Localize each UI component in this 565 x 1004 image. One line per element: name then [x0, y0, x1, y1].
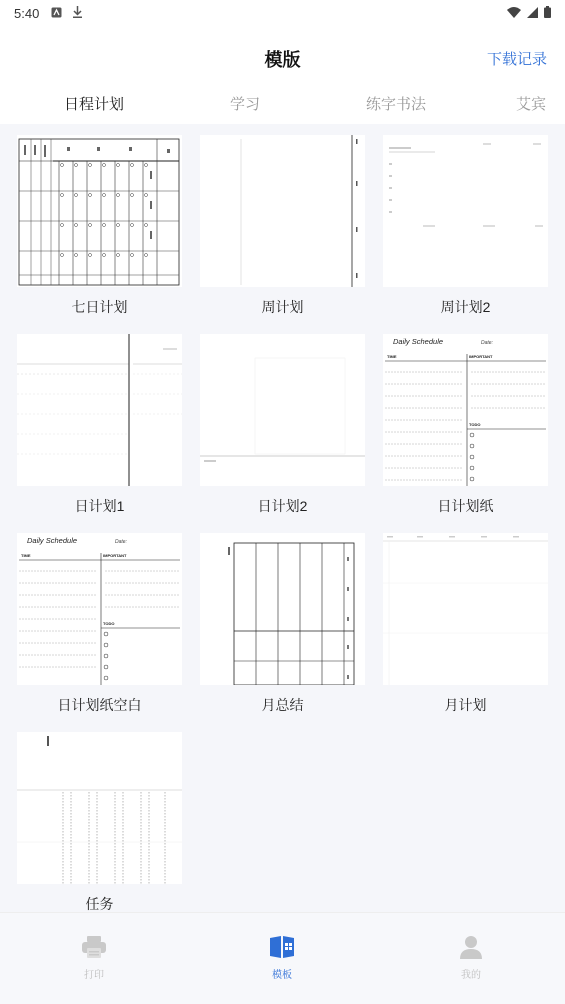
page-title: 模版	[264, 50, 301, 70]
template-card-task[interactable]	[17, 732, 182, 912]
bottom-navigation	[0, 912, 565, 1004]
template-card-monthly-summary[interactable]	[200, 533, 365, 715]
template-card-daily-1[interactable]	[17, 334, 182, 516]
template-card-monthly-plan[interactable]	[383, 533, 548, 715]
template-card-daily-paper[interactable]	[383, 334, 548, 516]
template-thumbnail	[383, 135, 548, 287]
svg-text:Date:: Date:	[481, 340, 493, 346]
tab-ebbinghaus[interactable]: 艾宾	[516, 96, 547, 113]
signal-icon	[527, 6, 538, 21]
template-name: 月总结	[261, 697, 304, 713]
template-thumbnail	[383, 334, 548, 486]
template-card-daily-2[interactable]	[200, 334, 365, 516]
tab-schedule-plan[interactable]: 日程计划	[64, 96, 125, 113]
status-time: 5:40	[14, 5, 40, 21]
template-card-weekly[interactable]	[200, 135, 365, 317]
template-card-daily-paper-blank[interactable]	[17, 533, 182, 715]
nav-label: 我的	[461, 970, 481, 981]
template-thumbnail	[383, 533, 548, 685]
category-tabs	[0, 88, 565, 118]
download-history-button[interactable]: 下载记录	[486, 51, 547, 68]
nav-label: 模板	[272, 970, 292, 981]
template-grid	[0, 124, 565, 912]
nav-template[interactable]	[252, 935, 312, 981]
nav-label: 打印	[84, 970, 104, 981]
template-thumbnail	[200, 334, 365, 486]
template-book-icon	[252, 935, 312, 964]
header	[0, 40, 565, 76]
nav-mine[interactable]	[441, 935, 501, 981]
svg-text:Date:: Date:	[115, 539, 127, 545]
tab-study[interactable]: 学习	[230, 96, 261, 113]
template-name: 周计划	[261, 299, 304, 315]
template-thumbnail	[17, 334, 182, 486]
template-thumbnail	[200, 135, 365, 287]
template-name: 日计划纸空白	[57, 697, 142, 713]
template-name: 任务	[85, 896, 114, 912]
battery-icon	[544, 6, 551, 21]
template-name: 日计划纸	[437, 498, 494, 514]
template-name: 日计划2	[257, 498, 308, 514]
nav-print[interactable]	[64, 935, 124, 981]
svg-text:TIME: TIME	[387, 354, 397, 359]
template-card-weekly-2[interactable]	[383, 135, 548, 317]
user-icon	[441, 935, 501, 964]
svg-text:Daily Schedule: Daily Schedule	[27, 536, 78, 545]
app-notification-icon	[51, 6, 62, 21]
svg-text:TIME: TIME	[21, 553, 31, 558]
tab-calligraphy[interactable]: 练字书法	[366, 96, 427, 113]
download-icon	[72, 6, 83, 21]
svg-text:IMPORTANT: IMPORTANT	[103, 553, 127, 558]
svg-text:TODO: TODO	[469, 422, 481, 427]
template-name: 七日计划	[71, 299, 128, 315]
template-thumbnail	[200, 533, 365, 685]
template-thumbnail	[17, 732, 182, 884]
template-thumbnail	[17, 533, 182, 685]
template-name: 日计划1	[74, 498, 125, 514]
wifi-icon	[507, 6, 521, 21]
svg-text:TODO: TODO	[103, 621, 115, 626]
printer-icon	[64, 935, 124, 964]
template-name: 周计划2	[440, 299, 491, 315]
status-bar	[0, 0, 565, 26]
template-thumbnail	[17, 135, 182, 287]
svg-text:IMPORTANT: IMPORTANT	[469, 354, 493, 359]
svg-text:Daily Schedule: Daily Schedule	[393, 337, 444, 346]
template-card-seven-day[interactable]	[17, 135, 182, 317]
template-name: 月计划	[444, 697, 487, 713]
